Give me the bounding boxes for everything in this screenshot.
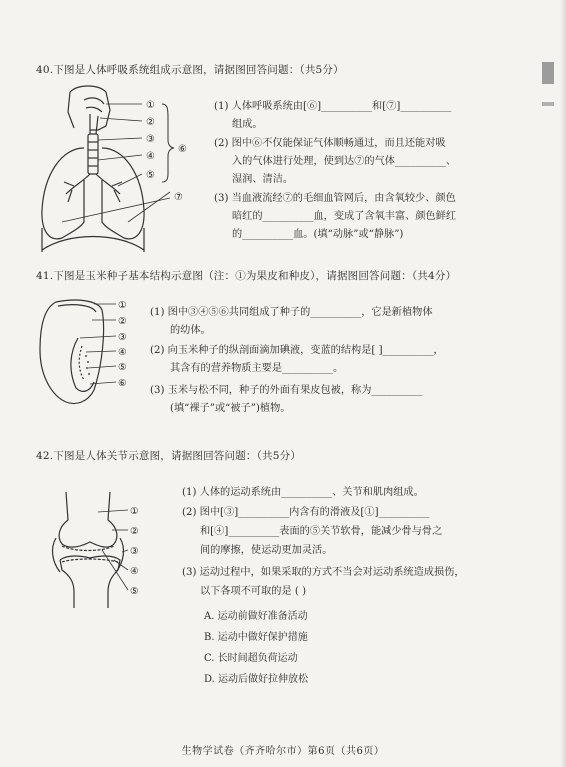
q42-label-1: ① (130, 506, 139, 517)
q40-line-6: (3) 当血液流经⑦的毛细血管网后，由含氧较少、颜色 (214, 193, 456, 204)
q40-label-6: ⑥ (178, 144, 187, 155)
q42-line-1: (1) 人体的运动系统由__________、关节和肌肉组成。 (182, 487, 424, 498)
q42-label-2: ② (130, 526, 139, 537)
q42-option-d: D. 运动后做好拉伸放松 (204, 674, 309, 685)
q42-line-3: 和[④]__________表面的⑤关节软骨，能减少骨与骨之 (200, 526, 443, 537)
q40-line-8: 的__________血。(填“动脉”或“静脉”) (232, 229, 404, 240)
q40-label-7: ⑦ (174, 192, 183, 203)
q40-line-4: 入的气体进行处理，使到达⑦的气体__________、 (232, 156, 457, 167)
q41-label-2: ② (118, 316, 127, 327)
q41-title: 41.下图是玉米种子基本结构示意图（注：①为果皮和种皮），请据图回答问题：（共4分） (36, 270, 457, 282)
q42-label-3: ③ (130, 546, 139, 557)
q41-label-1: ① (118, 300, 127, 311)
q41-label-5: ⑤ (118, 362, 127, 373)
q40-label-5: ⑤ (146, 170, 155, 181)
q42-line-4: 间的摩擦，使运动更加灵活。 (200, 545, 333, 556)
q41-label-6: ⑥ (118, 378, 127, 389)
q41-line-3: (2) 向玉米种子的纵剖面滴加碘液，变蓝的结构是[ ]__________， (150, 345, 444, 356)
q40-line-5: 湿润、清洁。 (232, 174, 294, 185)
q41-label-3: ③ (118, 332, 127, 343)
q41-label-4: ④ (118, 347, 127, 358)
q40-line-2: 组成。 (232, 119, 263, 130)
q40-title: 40.下图是人体呼吸系统组成示意图，请据图回答问题：（共5分） (36, 64, 344, 76)
q40-line-3: (2) 图中⑥不仅能保证气体顺畅通过，而且还能对吸 (214, 138, 446, 149)
q41-line-6: (填“裸子”或“被子”)植物。 (170, 403, 291, 414)
q42-label-5: ⑤ (130, 586, 139, 597)
q41-line-2: 的幼体。 (170, 325, 211, 336)
page-edge-shadow (560, 0, 566, 767)
page-footer: 生物学试卷（齐齐哈尔市）第6页（共6页） (181, 746, 385, 757)
q40-label-4: ④ (146, 151, 155, 162)
q42-option-c: C. 长时间超负荷运动 (204, 653, 298, 664)
q40-label-2: ② (146, 117, 155, 128)
q41-line-4: 其含有的营养物质主要是__________。 (170, 363, 344, 374)
q41-line-5: (3) 玉米与松不同，种子的外面有果皮包被，称为__________ (150, 385, 423, 396)
q42-title: 42.下图是人体关节示意图，请据图回答问题：（共5分） (36, 450, 302, 462)
q42-line-6: 以下各项不可取的是 ( ) (200, 586, 307, 597)
q40-line-1: (1) 人体呼吸系统由[⑥]__________和[⑦]__________ (214, 101, 452, 112)
q42-line-5: (3) 运动过程中，如果采取的方式不当会对运动系统造成损伤， (182, 567, 465, 578)
q41-line-1: (1) 图中③④⑤⑥共同组成了种子的__________，它是新植物体 (150, 307, 433, 318)
q42-label-4: ④ (130, 566, 139, 577)
q40-line-7: 暗红的__________血，变成了含氧丰富、颜色鲜红 (232, 211, 457, 222)
q42-option-b: B. 运动中做好保护措施 (204, 632, 308, 643)
q40-label-1: ① (146, 100, 155, 111)
q42-option-a: A. 运动前做好准备活动 (204, 611, 308, 622)
q40-brace (162, 104, 174, 182)
knee-joint-figure (38, 492, 150, 608)
binding-dash (542, 102, 554, 106)
binding-mark (542, 62, 554, 84)
q40-label-3: ③ (146, 134, 155, 145)
respiratory-system-figure (28, 82, 228, 257)
corn-seed-figure (32, 296, 136, 408)
q42-line-2: (2) 图中[③]__________内含有的滑液及[①]__________ (182, 507, 430, 518)
